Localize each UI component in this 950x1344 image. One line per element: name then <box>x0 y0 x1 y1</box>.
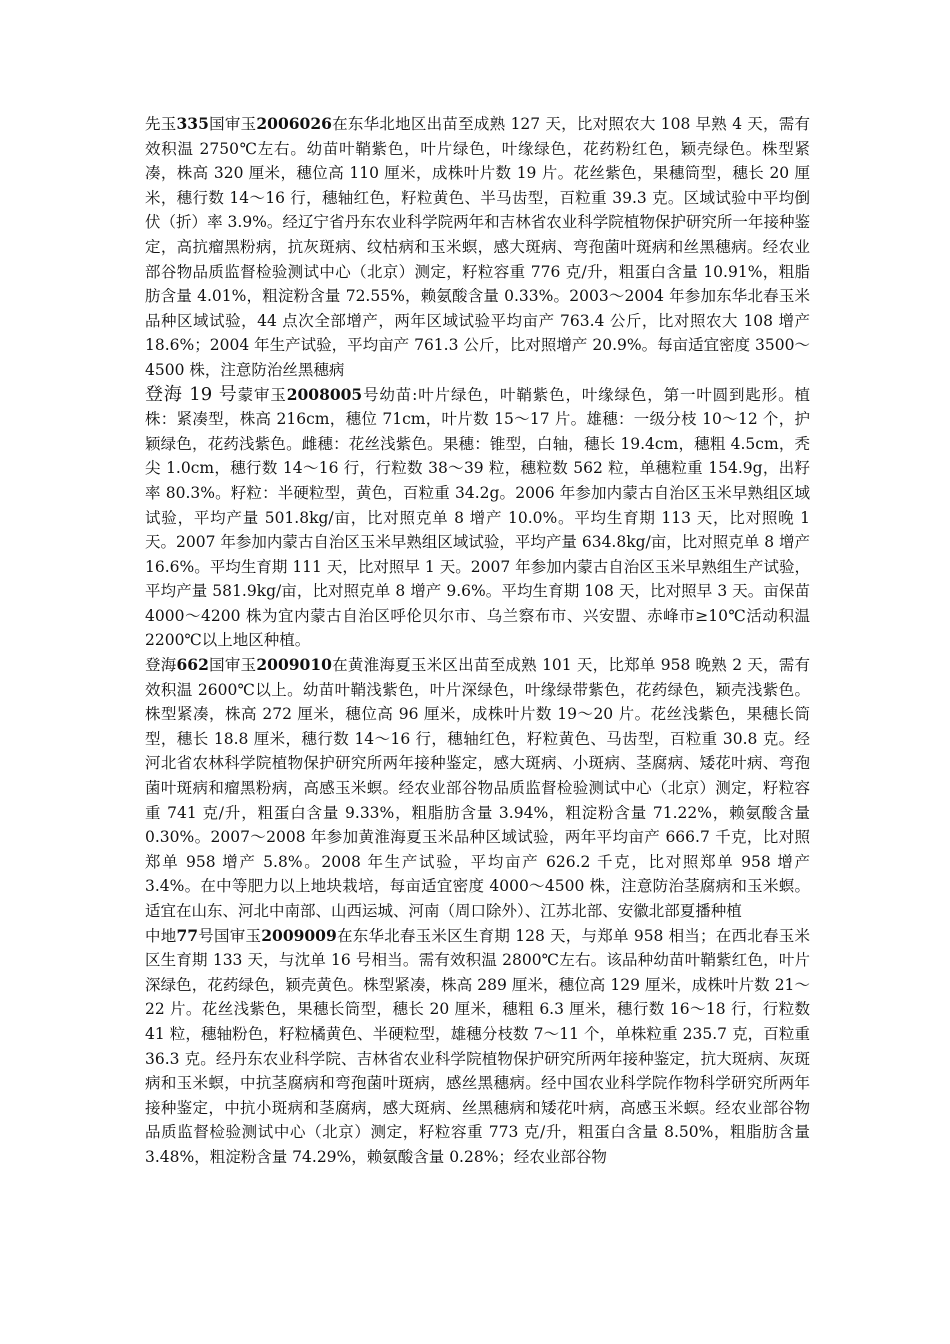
variety-name: 中地 <box>145 926 177 945</box>
certification-prefix: 蒙审玉 <box>237 385 287 404</box>
document-body <box>145 112 810 1170</box>
variety-number: 335 <box>176 114 209 133</box>
variety-description: 在东华北地区出苗至成熟 127 天，比对照农大 108 早熟 4 天，需有效积温 2750℃左右。幼苗叶鞘紫色，叶片绿色，叶缘绿色，花药粉红色，颖壳绿色。株型紧凑，株高 320 厘米，穗位高 110 厘米，成株叶片数 19 片。花丝紫色，果穗筒型，穗长 20 厘米，穗行数 14～16 行，穗轴红色，籽粒黄色、半马齿型，百粒重 39.3 克。区域试验中平均倒伏（折）率 3.9%。经辽宁省丹东农业科学院两年和吉林省农业科学院植物保护研究所一年接种鉴定，高抗瘤黑粉病，抗灰斑病、纹枯病和玉米螟，感大斑病、弯孢菌叶斑病和丝黑穗病。经农业部谷物品质监督检验测试中心（北京）测定，籽粒容重 776 克/升，粗蛋白含量 10.91%，粗脂肪含量 4.01%，粗淀粉含量 72.55%，赖氨酸含量 0.33%。2003～2004 年参加东华北春玉米品种区域试验，44 点次全部增产，两年区域试验平均亩产 763.4 公斤，比对照农大 108 增产 18.6%；2004 年生产试验，平均亩产 761.3 公斤，比对照增产 20.9%。每亩适宜密度 3500～4500 株，注意防治丝黑穗病 <box>145 115 810 379</box>
variety-description: 号幼苗:叶片绿色，叶鞘紫色，叶缘绿色，第一叶圆到匙形。植株：紧凑型，株高 216cm，穗位 71cm，叶片数 15～17 片。雄穗：一级分枝 10～12 个，护颖绿色，花药浅紫色。雌穗：花丝浅紫色。果穗：锥型，白轴，穗长 19.4cm，穗粗 4.5cm，秃尖 1.0cm，穗行数 14～16 行，行粒数 38～39 粒，穗粒数 562 粒，单穗粒重 154.9g，出籽率 80.3%。籽粒：半硬粒型，黄色，百粒重 34.2g。2006 年参加内蒙古自治区玉米早熟组区域试验，平均产量 501.8kg/亩，比对照克单 8 增产 10.0%。平均生育期 113 天，比对照晚 1 天。2007 年参加内蒙古自治区玉米早熟组区域试验，平均产量 634.8kg/亩，比对照克单 8 增产 16.6%。平均生育期 111 天，比对照早 1 天。2007 年参加内蒙古自治区玉米早熟组生产试验，平均产量 581.9kg/亩，比对照克单 8 增产 9.6%。平均生育期 108 天，比对照早 3 天。亩保苗 4000～4200 株为宜内蒙古自治区呼伦贝尔市、乌兰察布市、兴安盟、赤峰市≥10℃活动积温 2200℃以上地区种植。 <box>145 385 810 650</box>
certification-prefix: 国审玉 <box>208 656 257 675</box>
certification-number: 2009010 <box>256 655 332 675</box>
variety-entry-denghai-662 <box>145 653 810 924</box>
variety-description: 在黄淮海夏玉米区出苗至成熟 101 天，比郑单 958 晚熟 2 天，需有效积温 2600℃以上。幼苗叶鞘浅紫色，叶片深绿色，叶缘绿带紫色，花药绿色，颖壳浅紫色。株型紧凑，株高 272 厘米，穗位高 96 厘米，成株叶片数 19～20 片。花丝浅紫色，果穗长筒型，穗长 18.8 厘米，穗行数 14～16 行，穗轴红色，籽粒黄色、马齿型，百粒重 30.8 克。经河北省农林科学院植物保护研究所两年接种鉴定，感大斑病、小斑病、茎腐病、矮花叶病、弯孢菌叶斑病和瘤黑粉病，高感玉米螟。经农业部谷物品质监督检验测试中心（北京）测定，籽粒容重 741 克/升，粗蛋白含量 9.33%，粗脂肪含量 3.94%，粗淀粉含量 71.22%，赖氨酸含量 0.30%。2007～2008 年参加黄淮海夏玉米品种区域试验，两年平均亩产 666.7 千克，比对照郑单 958 增产 5.8%。2008 年生产试验，平均亩产 626.2 千克，比对照郑单 958 增产 3.4%。在中等肥力以上地块栽培，每亩适宜密度 4000～4500 株，注意防治茎腐病和玉米螟。适宜在山东、河北中南部、山西运城、河南（周口除外）、江苏北部、安徽北部夏播种植 <box>145 656 810 920</box>
certification-prefix: 号国审玉 <box>198 926 262 945</box>
certification-prefix: 国审玉 <box>208 115 257 133</box>
variety-entry-xianyu-335 <box>145 112 810 383</box>
variety-number: 662 <box>176 655 209 675</box>
certification-number: 2008005 <box>286 384 363 404</box>
variety-description: 在东华北春玉米区生育期 128 天，与郑单 958 相当；在西北春玉米区生育期 133 天，与沈单 16 号相当。需有效积温 2800℃左右。该品种幼苗叶鞘紫红色，叶片深绿色，花药绿色，颖壳黄色。株型紧凑，株高 289 厘米，穗位高 129 厘米，成株叶片数 21～22 片。花丝浅紫色，果穗长筒型，穗长 20 厘米，穗粗 6.3 厘米，穗行数 16～18 行，行粒数 41 粒，穗轴粉色，籽粒橘黄色、半硬粒型，雄穗分枝数 7～11 个，单株粒重 235.7 克，百粒重 36.3 克。经丹东农业科学院、吉林省农业科学院植物保护研究所两年接种鉴定，抗大斑病、灰斑病和玉米螟，中抗茎腐病和弯孢菌叶斑病，感丝黑穗病。经中国农业科学院作物科学研究所两年接种鉴定，中抗小斑病和茎腐病，感大斑病、丝黑穗病和矮花叶病，高感玉米螟。经农业部谷物品质监督检验测试中心（北京）测定，籽粒容重 773 克/升，粗蛋白含量 8.50%，粗脂肪含量 3.48%，粗淀粉含量 74.29%，赖氨酸含量 0.28%；经农业部谷物 <box>145 926 810 1166</box>
variety-name: 登海 <box>145 656 177 675</box>
certification-number: 2006026 <box>256 114 332 133</box>
certification-number: 2009009 <box>261 925 337 945</box>
variety-name: 登海 19 号 <box>145 383 238 405</box>
variety-entry-zhongdi-77 <box>145 924 810 1170</box>
variety-name: 先玉 <box>145 115 177 133</box>
variety-number: 77 <box>176 925 199 945</box>
variety-entry-denghai-19 <box>145 383 810 654</box>
